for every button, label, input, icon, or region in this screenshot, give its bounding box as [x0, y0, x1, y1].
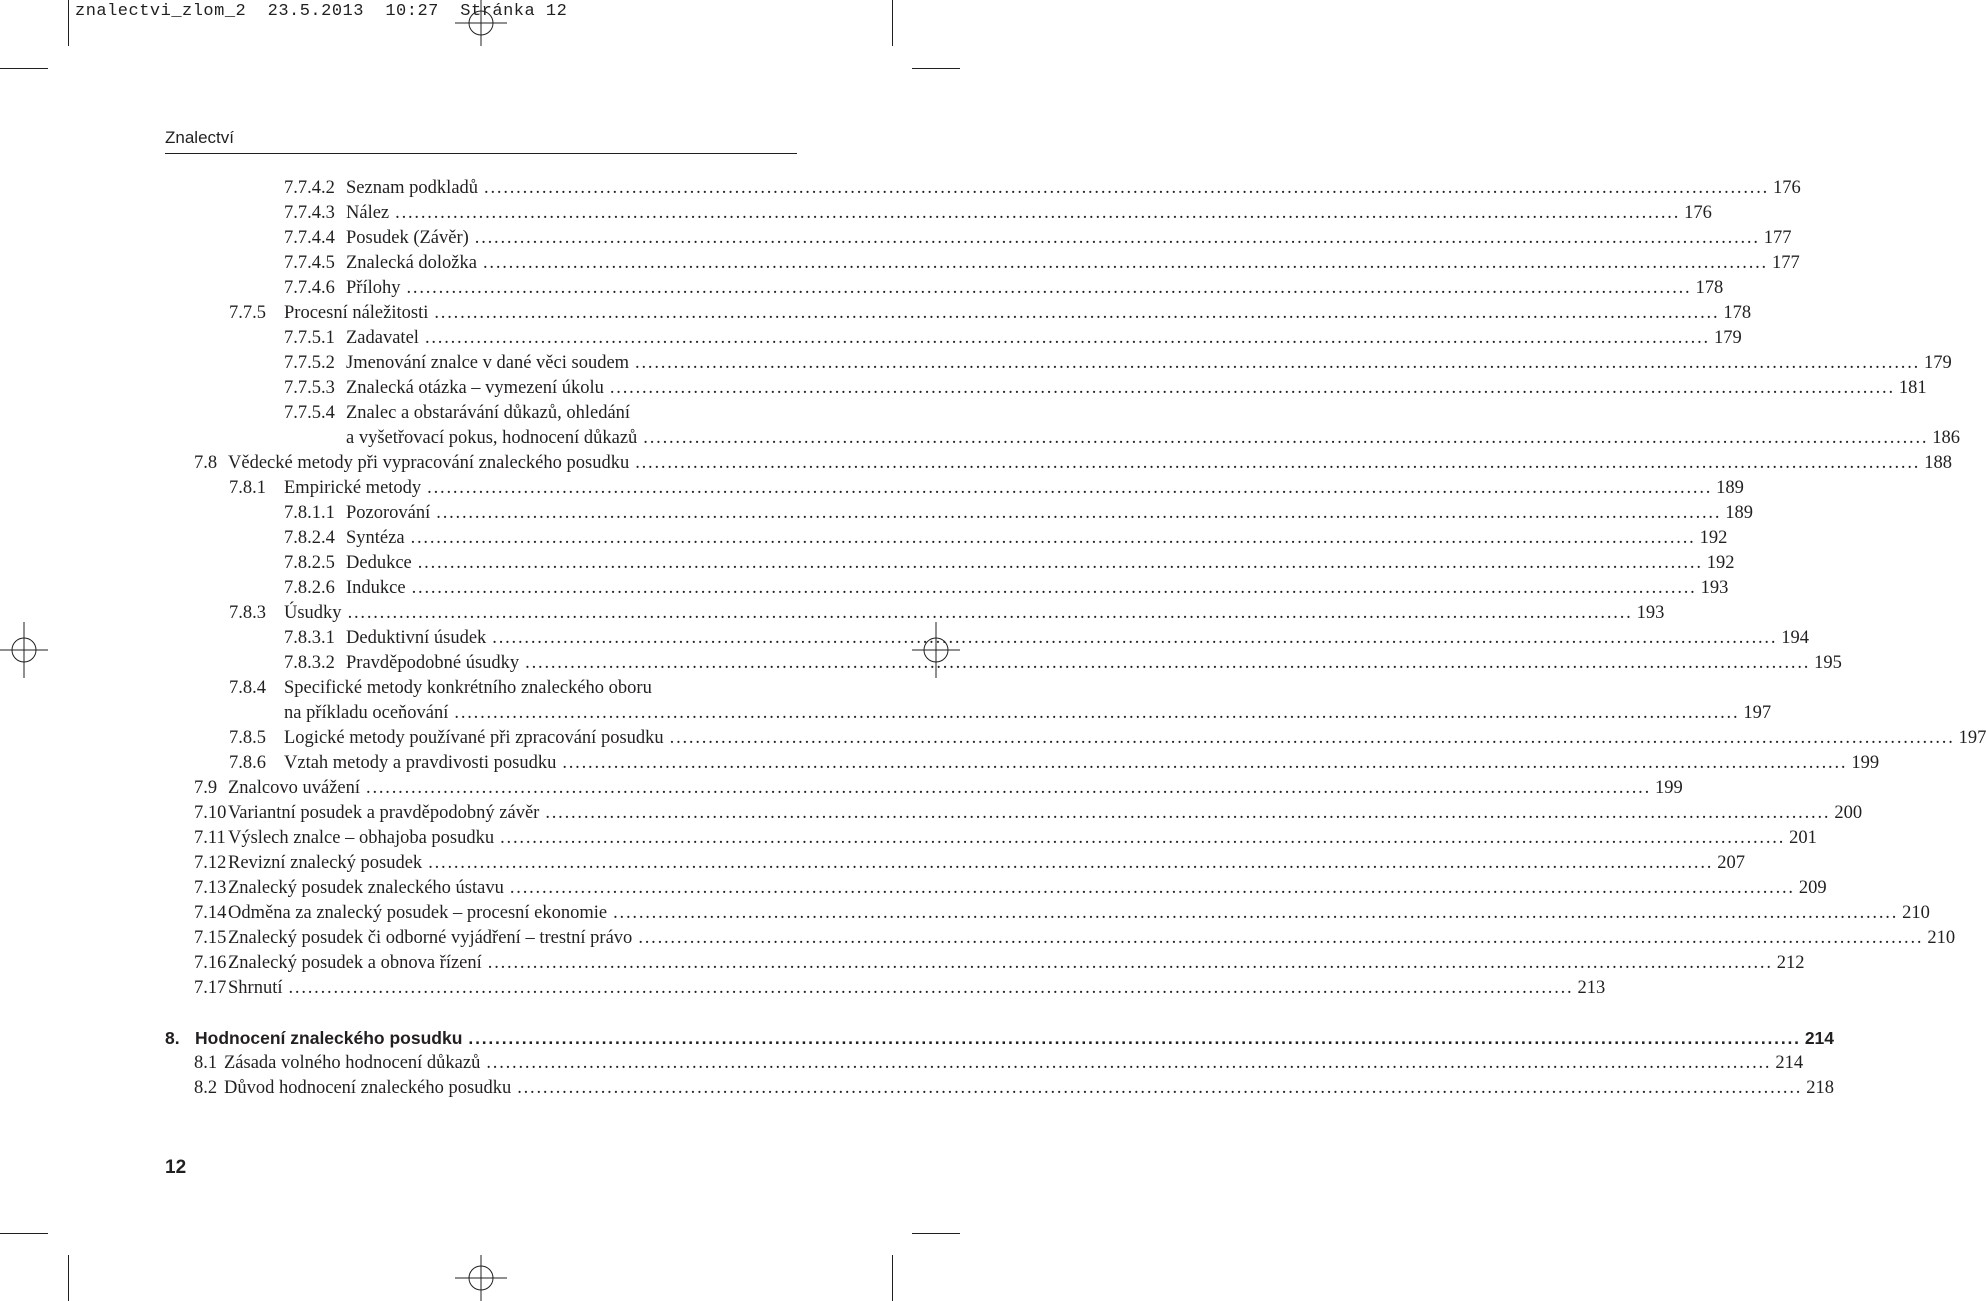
- toc-title: Výslech znalce – obhajoba posudku: [228, 828, 495, 848]
- toc-page: 177: [1771, 253, 1800, 273]
- toc-entry: [284, 627, 1810, 649]
- registration-mark-left: [0, 622, 48, 678]
- page-number: 12: [165, 1157, 187, 1178]
- toc-entry: [229, 477, 1744, 499]
- toc-page: 189: [1716, 478, 1744, 498]
- toc-title: Logické metody používané při zpracování posudku: [284, 728, 664, 748]
- toc-entry: [284, 502, 1754, 524]
- toc-page: 178: [1723, 303, 1752, 323]
- toc-title: na příkladu oceňování: [284, 703, 449, 723]
- toc-leader: ........................................................................................................................................................................................................: [417, 553, 1703, 573]
- toc-page: 179: [1713, 328, 1742, 348]
- toc-page: 207: [1717, 853, 1745, 873]
- toc-title: Jmenování znalce v dané věci soudem: [346, 353, 630, 373]
- toc-entry: [284, 552, 1735, 574]
- toc-leader: ........................................................................................................................................................................................................: [474, 228, 1760, 248]
- toc-leader: ........................................................................................................................................................................................................: [486, 1053, 1772, 1073]
- toc-entry: [229, 727, 1986, 749]
- toc-title: Přílohy: [346, 278, 401, 298]
- toc-number: 7.12: [194, 853, 227, 873]
- toc-number: 7.7.5: [229, 303, 266, 323]
- toc-page: 214: [1775, 1053, 1804, 1073]
- toc-number: 7.14: [194, 903, 227, 923]
- toc-entry: [194, 452, 1952, 474]
- toc-title: Vědecké metody při vypracování znaleckého posudku: [228, 453, 630, 473]
- toc-title: Revizní znalecký posudek: [228, 853, 423, 873]
- printer-slug: znalectvi_zlom_2 23.5.2013 10:27 Stránka 12: [75, 2, 568, 21]
- toc-page: 192: [1699, 528, 1728, 548]
- toc-number: 7.8.2.4: [284, 528, 335, 548]
- toc-page: 210: [1902, 903, 1930, 923]
- toc-entry: [194, 952, 1805, 974]
- toc-title: Zadavatel: [346, 328, 419, 348]
- toc-number: 7.7.4.6: [284, 278, 335, 298]
- toc-entry: [284, 402, 787, 424]
- toc-page: 213: [1577, 978, 1606, 998]
- toc-page: 186: [1932, 428, 1961, 448]
- toc-leader: ........................................................................................................................................................................................................: [635, 353, 1921, 373]
- toc-leader: ........................................................................................................................................................................................................: [406, 278, 1692, 298]
- toc-leader: ........................................................................................................................................................................................................: [638, 928, 1924, 948]
- toc-number: 7.7.5.3: [284, 378, 335, 398]
- toc-title: Znalecký posudek či odborné vyjádření – trestní právo: [228, 928, 633, 948]
- toc-number: 7.7.4.2: [284, 178, 335, 198]
- toc-title: Specifické metody konkrétního znaleckého oboru: [284, 678, 652, 698]
- toc-number: 7.7.4.3: [284, 203, 335, 223]
- toc-leader: ........................................................................................................................................................................................................: [347, 603, 1633, 623]
- toc-title: Procesní náležitosti: [284, 303, 429, 323]
- toc-leader: ........................................................................................................................................................................................................: [454, 703, 1740, 723]
- toc-number: 7.8.4: [229, 678, 266, 698]
- toc-page: 218: [1806, 1078, 1834, 1098]
- toc-title: Nález: [346, 203, 390, 223]
- toc-entry: [194, 877, 1827, 899]
- toc-leader: ........................................................................................................................................................................................................: [609, 378, 1895, 398]
- toc-page: 176: [1773, 178, 1801, 198]
- toc-leader: ........................................................................................................................................................................................................: [366, 778, 1652, 798]
- toc-leader: ........................................................................................................................................................................................................: [410, 528, 1696, 548]
- toc-page: 214: [1804, 1028, 1835, 1048]
- toc-entry: [194, 1077, 1834, 1099]
- toc-title: Indukce: [346, 578, 406, 598]
- toc-page: 192: [1706, 553, 1735, 573]
- toc-leader: ........................................................................................................................................................................................................: [562, 753, 1848, 773]
- toc-page: 197: [1743, 703, 1772, 723]
- toc-page: 188: [1924, 453, 1952, 473]
- running-header: Znalectví: [165, 128, 234, 147]
- toc-leader: ........................................................................................................................................................................................................: [500, 828, 1786, 848]
- toc-title: Úsudky: [284, 603, 342, 623]
- toc-entry: [284, 277, 1724, 299]
- toc-leader: ........................................................................................................................................................................................................: [395, 203, 1681, 223]
- toc-entry: [284, 652, 1842, 674]
- toc-entry: [194, 902, 1930, 924]
- toc-title: Znalecká doložka: [346, 253, 477, 273]
- toc-page: 176: [1684, 203, 1712, 223]
- toc-page: 189: [1725, 503, 1754, 523]
- toc-title: a vyšetřovací pokus, hodnocení důkazů: [346, 428, 638, 448]
- toc-entry: [194, 977, 1606, 999]
- toc-title: Znalec a obstarávání důkazů, ohledání: [346, 403, 631, 423]
- toc-number: 8.: [165, 1028, 180, 1048]
- toc-page: 201: [1789, 828, 1817, 848]
- toc-leader: ........................................................................................................................................................................................................: [669, 728, 1955, 748]
- toc-page: 179: [1924, 353, 1952, 373]
- toc-leader: ........................................................................................................................................................................................................: [613, 903, 1899, 923]
- toc-number: 8.2: [194, 1078, 218, 1098]
- toc-entry: [284, 202, 1712, 224]
- toc-entry: [194, 827, 1817, 849]
- toc-title: Deduktivní úsudek: [346, 628, 487, 648]
- toc-entry: [284, 177, 1801, 199]
- toc-title: Pravděpodobné úsudky: [346, 653, 520, 673]
- toc-leader: ........................................................................................................................................................................................................: [509, 878, 1795, 898]
- toc-number: 7.13: [194, 878, 227, 898]
- toc-page: 210: [1927, 928, 1956, 948]
- toc-entry: [284, 377, 1927, 399]
- toc-leader: ........................................................................................................................................................................................................: [492, 628, 1778, 648]
- toc-title: Variantní posudek a pravděpodobný závěr: [228, 803, 540, 823]
- toc-number: 8.1: [194, 1053, 218, 1073]
- toc-title: Syntéza: [346, 528, 405, 548]
- toc-title: Zásada volného hodnocení důkazů: [224, 1053, 481, 1073]
- toc-title: Znalecký posudek znaleckého ústavu: [228, 878, 504, 898]
- toc-number: 7.8.1: [229, 478, 266, 498]
- toc-number: 7.8.2.6: [284, 578, 335, 598]
- toc-leader: ........................................................................................................................................................................................................: [434, 303, 1720, 323]
- toc-entry: [284, 252, 1800, 274]
- toc-leader: ........................................................................................................................................................................................................: [635, 453, 1921, 473]
- toc-page: 194: [1781, 628, 1810, 648]
- header-rule: [165, 153, 797, 154]
- toc-title: Znalecký posudek a obnova řízení: [228, 953, 482, 973]
- toc-entry: [346, 427, 1961, 449]
- registration-mark-bottom: [455, 1255, 507, 1301]
- toc-number: 7.7.4.4: [284, 228, 335, 248]
- toc-title: Znalecká otázka – vymezení úkolu: [346, 378, 604, 398]
- toc-entry: [229, 602, 1665, 624]
- toc-number: 7.7.5.4: [284, 403, 335, 423]
- toc-leader: ........................................................................................................................................................................................................: [427, 478, 1713, 498]
- toc-entry: [229, 302, 1752, 324]
- toc-page: 178: [1695, 278, 1724, 298]
- toc-entry: [194, 777, 1683, 799]
- toc-page: 193: [1700, 578, 1729, 598]
- toc-entry: [194, 1052, 1804, 1074]
- toc-page: 177: [1763, 228, 1792, 248]
- toc-page: 200: [1834, 803, 1863, 823]
- toc-title: Shrnutí: [228, 978, 283, 998]
- toc-title: Dedukce: [346, 553, 412, 573]
- toc-number: 7.17: [194, 978, 227, 998]
- toc-page: 199: [1851, 753, 1880, 773]
- toc-entry: [229, 752, 1880, 774]
- toc-leader: ........................................................................................................................................................................................................: [436, 503, 1722, 523]
- toc-page: 212: [1776, 953, 1805, 973]
- toc-page: 181: [1898, 378, 1927, 398]
- toc-leader: ........................................................................................................................................................................................................: [643, 428, 1929, 448]
- toc-entry: [194, 852, 1745, 874]
- toc-title: Seznam podkladů: [346, 178, 479, 198]
- toc-number: 7.8.2.5: [284, 553, 335, 573]
- toc-number: 7.9: [194, 778, 218, 798]
- toc-title: Důvod hodnocení znaleckého posudku: [224, 1078, 512, 1098]
- toc-entry: [194, 802, 1863, 824]
- toc-title: Empirické metody: [284, 478, 422, 498]
- toc-number: 7.10: [194, 803, 227, 823]
- toc-number: 7.15: [194, 928, 227, 948]
- toc-number: 7.8.3: [229, 603, 266, 623]
- toc-number: 7.7.5.2: [284, 353, 335, 373]
- toc-leader: ........................................................................................................................................................................................................: [468, 1028, 1801, 1048]
- toc-leader: ........................................................................................................................................................................................................: [517, 1078, 1803, 1098]
- toc-page: 209: [1798, 878, 1827, 898]
- toc-entry: [284, 577, 1729, 599]
- toc-title: Posudek (Závěr): [346, 228, 469, 248]
- toc-entry: [284, 702, 1772, 724]
- toc-leader: ........................................................................................................................................................................................................: [484, 178, 1770, 198]
- toc-chapter-entry: [165, 1027, 1835, 1049]
- toc-title: Hodnocení znaleckého posudku: [195, 1028, 463, 1048]
- toc-entry: [284, 227, 1792, 249]
- toc-entry: [284, 327, 1742, 349]
- toc-entry: [194, 927, 1956, 949]
- toc-leader: ........................................................................................................................................................................................................: [424, 328, 1710, 348]
- toc-number: 7.8.3.2: [284, 653, 335, 673]
- toc-leader: ........................................................................................................................................................................................................: [487, 953, 1773, 973]
- toc-number: 7.16: [194, 953, 227, 973]
- toc-entry: [229, 677, 787, 699]
- toc-page: 195: [1814, 653, 1842, 673]
- toc-leader: ........................................................................................................................................................................................................: [288, 978, 1574, 998]
- toc-number: 7.7.4.5: [284, 253, 335, 273]
- toc-leader: ........................................................................................................................................................................................................: [428, 853, 1714, 873]
- toc-leader: ........................................................................................................................................................................................................: [545, 803, 1831, 823]
- toc-title: Znalcovo uvážení: [228, 778, 361, 798]
- toc-entry: [284, 527, 1728, 549]
- toc-number: 7.7.5.1: [284, 328, 335, 348]
- toc-number: 7.8: [194, 453, 218, 473]
- toc-number: 7.11: [194, 828, 226, 848]
- toc-number: 7.8.5: [229, 728, 266, 748]
- toc-number: 7.8.1.1: [284, 503, 335, 523]
- registration-mark-top: [455, 0, 507, 46]
- toc-leader: ........................................................................................................................................................................................................: [411, 578, 1697, 598]
- toc-page: 199: [1655, 778, 1683, 798]
- toc-title: Odměna za znalecký posudek – procesní ekonomie: [228, 903, 608, 923]
- toc-title: Vztah metody a pravdivosti posudku: [284, 753, 557, 773]
- toc-leader: ........................................................................................................................................................................................................: [525, 653, 1811, 673]
- toc-page: 197: [1958, 728, 1986, 748]
- toc-leader: ........................................................................................................................................................................................................: [482, 253, 1768, 273]
- toc-number: 7.8.6: [229, 753, 266, 773]
- toc-entry: [284, 352, 1952, 374]
- toc-page: 193: [1636, 603, 1665, 623]
- toc-title: Pozorování: [346, 503, 431, 523]
- toc-number: 7.8.3.1: [284, 628, 335, 648]
